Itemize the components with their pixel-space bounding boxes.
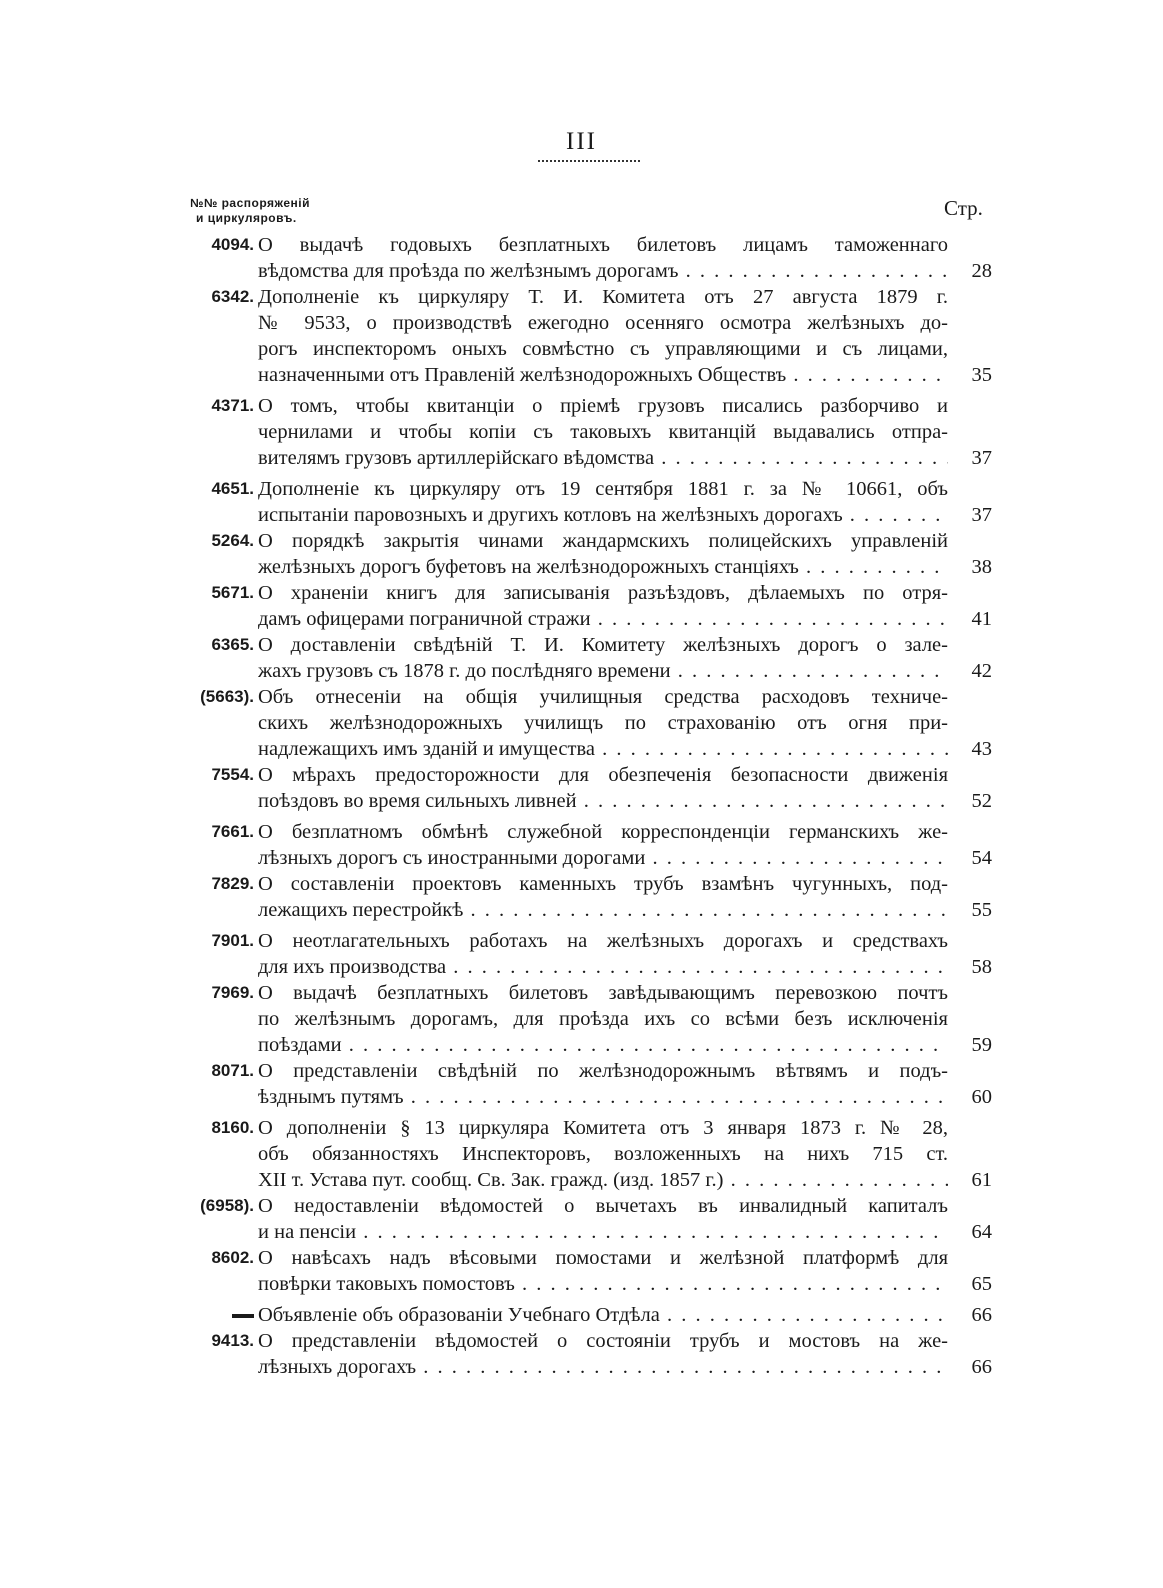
- column-header-numbers-line-2: и циркуляровъ.: [196, 211, 297, 225]
- toc-entry-line: [0, 232, 1163, 258]
- toc-entry: [0, 980, 1163, 1058]
- entry-text: О составленіи проектовъ каменныхъ трубъ взамѣнъ чугунныхъ, под-: [258, 873, 948, 895]
- entry-text: ѣзднымъ путямъ . . .: [258, 1084, 948, 1110]
- entry-text: Объ отнесеніи на общія училищныя средства расходовъ техниче-: [258, 686, 948, 708]
- entry-number: 6342.: [211, 287, 254, 306]
- entry-number: 8160.: [211, 1118, 254, 1137]
- entry-dash: [232, 1314, 254, 1318]
- entry-text: О выдачѣ безплатныхъ билетовъ завѣдывающимъ перевозкою почтъ: [258, 982, 948, 1004]
- entry-text: по желѣзнымъ дорогамъ, для проѣзда ихъ со всѣми безъ исключенія: [258, 1008, 948, 1030]
- toc-entry: [0, 1328, 1163, 1380]
- toc-entry-line: [0, 1302, 1163, 1328]
- entry-number: 4371.: [211, 396, 254, 415]
- toc-entry-line: [0, 476, 1163, 502]
- page-number-rule: [538, 160, 640, 162]
- entry-page-number: 37: [971, 504, 992, 526]
- toc-entry-line: [0, 1141, 1163, 1167]
- toc-entry-line: [0, 393, 1163, 419]
- entry-text: вителямъ грузовъ артиллерійскаго вѣдомства . . .: [258, 445, 948, 471]
- entry-text: испытаніи паровозныхъ и другихъ котловъ на желѣзныхъ дорогахъ . . .: [258, 502, 948, 528]
- entry-text: XII т. Устава пут. сообщ. Св. Зак. гражд. (изд. 1857 г.) . . .: [258, 1167, 948, 1193]
- toc-entry: [0, 1058, 1163, 1110]
- entry-page-number: 28: [971, 260, 992, 282]
- toc-entry-line: [0, 845, 1163, 871]
- entry-page-number: 55: [971, 899, 992, 921]
- entry-text: повѣрки таковыхъ помостовъ . . .: [258, 1271, 948, 1297]
- toc-entry-line: [0, 1328, 1163, 1354]
- toc-entry-line: [0, 658, 1163, 684]
- entry-text: О дополненіи § 13 циркуляра Комитета отъ 3 января 1873 г. № 28,: [258, 1117, 948, 1139]
- entry-number: (5663).: [200, 687, 254, 706]
- toc-entry-line: [0, 928, 1163, 954]
- toc-entry-line: [0, 1084, 1163, 1110]
- entry-text: Объявленіе объ образованіи Учебнаго Отдѣла . . .: [258, 1302, 948, 1328]
- toc-entry-line: [0, 310, 1163, 336]
- entry-number: 4651.: [211, 479, 254, 498]
- entry-text: поѣздовъ во время сильныхъ ливней . . .: [258, 788, 948, 814]
- entry-text: О недоставленіи вѣдомостей о вычетахъ въ инвалидный капиталъ: [258, 1195, 948, 1217]
- toc-entries: [0, 232, 1163, 1380]
- entry-text: назначенными отъ Правленій желѣзнодорожныхъ Обществъ . . .: [258, 362, 948, 388]
- toc-entry-line: [0, 871, 1163, 897]
- entry-text: надлежащихъ имъ зданій и имущества . . .: [258, 736, 948, 762]
- entry-page-number: 52: [971, 790, 992, 812]
- toc-entry-line: [0, 1271, 1163, 1297]
- toc-entry-line: [0, 819, 1163, 845]
- toc-entry-line: [0, 1167, 1163, 1193]
- entry-text: О выдачѣ годовыхъ безплатныхъ билетовъ лицамъ таможеннаго: [258, 234, 948, 256]
- entry-text: скихъ желѣзнодорожныхъ училищъ по страхованію отъ огня при-: [258, 712, 948, 734]
- entry-text: Дополненіе къ циркуляру отъ 19 сентября 1881 г. за № 10661, объ: [258, 478, 948, 500]
- entry-number: 5671.: [211, 583, 254, 602]
- entry-text: лежащихъ перестройкѣ . . .: [258, 897, 948, 923]
- toc-entry-line: [0, 1058, 1163, 1084]
- entry-text: О представленіи вѣдомостей о состояніи трубъ и мостовъ на же-: [258, 1330, 948, 1352]
- toc-entry-line: [0, 606, 1163, 632]
- entry-page-number: 58: [971, 956, 992, 978]
- toc-entry-line: [0, 1032, 1163, 1058]
- entry-number: 9413.: [211, 1331, 254, 1350]
- entry-page-number: 59: [971, 1034, 992, 1056]
- entry-text: рогъ инспекторомъ оныхъ совмѣстно съ управляющими и съ лицами,: [258, 338, 948, 360]
- toc-entry-line: [0, 736, 1163, 762]
- toc-entry-line: [0, 788, 1163, 814]
- entry-page-number: 37: [971, 447, 992, 469]
- toc-entry: [0, 762, 1163, 814]
- toc-entry-line: [0, 1193, 1163, 1219]
- entry-page-number: 42: [971, 660, 992, 682]
- toc-entry: [0, 632, 1163, 684]
- entry-page-number: 41: [971, 608, 992, 630]
- entry-text: О мѣрахъ предосторожности для обезпеченія безопасности движенія: [258, 764, 948, 786]
- toc-entry-line: [0, 1219, 1163, 1245]
- toc-entry: [0, 580, 1163, 632]
- entry-number: (6958).: [200, 1196, 254, 1215]
- toc-entry: [0, 1193, 1163, 1245]
- toc-entry-line: [0, 980, 1163, 1006]
- entry-page-number: 66: [971, 1304, 992, 1326]
- toc-entry-line: [0, 1115, 1163, 1141]
- entry-text: О неотлагательныхъ работахъ на желѣзныхъ дорогахъ и средствахъ: [258, 930, 948, 952]
- toc-entry-line: [0, 684, 1163, 710]
- entry-number: 7554.: [211, 765, 254, 784]
- toc-entry-line: [0, 502, 1163, 528]
- entry-text: О навѣсахъ надъ вѣсовыми помостами и желѣзной платформѣ для: [258, 1247, 948, 1269]
- entry-page-number: 61: [971, 1169, 992, 1191]
- entry-number: 8602.: [211, 1248, 254, 1267]
- entry-text: О храненіи книгъ для записыванія разъѣздовъ, дѣлаемыхъ по отря-: [258, 582, 948, 604]
- entry-text: О представленіи свѣдѣній по желѣзнодорожнымъ вѣтвямъ и подъ-: [258, 1060, 948, 1082]
- entry-text: № 9533, о производствѣ ежегодно осенняго осмотра желѣзныхъ до-: [258, 312, 948, 334]
- entry-number: 7901.: [211, 931, 254, 950]
- entry-text: О томъ, чтобы квитанціи о пріемѣ грузовъ писались разборчиво и: [258, 395, 948, 417]
- entry-page-number: 43: [971, 738, 992, 760]
- toc-entry-line: [0, 580, 1163, 606]
- toc-entry-line: [0, 897, 1163, 923]
- toc-entry-line: [0, 528, 1163, 554]
- column-header-page: Стр.: [944, 196, 983, 220]
- entry-text: лѣзныхъ дорогахъ . . .: [258, 1354, 948, 1380]
- page-number: III: [566, 128, 597, 155]
- toc-entry-line: [0, 336, 1163, 362]
- toc-entry: [0, 928, 1163, 980]
- toc-entry: [0, 528, 1163, 580]
- toc-entry: [0, 1245, 1163, 1297]
- toc-entry: [0, 232, 1163, 284]
- toc-entry: [0, 1115, 1163, 1193]
- toc-entry-line: [0, 1354, 1163, 1380]
- column-header-numbers-line-1: №№ распоряженій: [190, 196, 310, 210]
- toc-entry-line: [0, 284, 1163, 310]
- entry-text: О порядкѣ закрытія чинами жандармскихъ полицейскихъ управленій: [258, 530, 948, 552]
- toc-entry-line: [0, 419, 1163, 445]
- toc-entry-line: [0, 762, 1163, 788]
- entry-text: объ обязанностяхъ Инспекторовъ, возложенныхъ на нихъ 715 ст.: [258, 1143, 948, 1165]
- entry-text: Дополненіе къ циркуляру Т. И. Комитета отъ 27 августа 1879 г.: [258, 286, 948, 308]
- entry-number: 5264.: [211, 531, 254, 550]
- toc-entry: [0, 284, 1163, 388]
- entry-text: О доставленіи свѣдѣній Т. И. Комитету желѣзныхъ дорогъ о зале-: [258, 634, 948, 656]
- entry-page-number: 35: [971, 364, 992, 386]
- entry-page-number: 38: [971, 556, 992, 578]
- entry-number: 7661.: [211, 822, 254, 841]
- entry-text: дамъ офицерами пограничной стражи . . .: [258, 606, 948, 632]
- toc-entry-line: [0, 445, 1163, 471]
- toc-entry: [0, 684, 1163, 762]
- toc-entry-line: [0, 954, 1163, 980]
- toc-entry: [0, 871, 1163, 923]
- toc-entry: [0, 476, 1163, 528]
- entry-page-number: 65: [971, 1273, 992, 1295]
- entry-text: поѣздами . . .: [258, 1032, 948, 1058]
- entry-page-number: 60: [971, 1086, 992, 1108]
- toc-entry: [0, 819, 1163, 871]
- entry-text: чернилами и чтобы копіи съ таковыхъ квитанцій выдавались отпра-: [258, 421, 948, 443]
- toc-entry-line: [0, 554, 1163, 580]
- entry-text: жахъ грузовъ съ 1878 г. до послѣдняго времени . . .: [258, 658, 948, 684]
- toc-entry: [0, 393, 1163, 471]
- entry-page-number: 64: [971, 1221, 992, 1243]
- entry-number: 6365.: [211, 635, 254, 654]
- entry-page-number: 54: [971, 847, 992, 869]
- toc-entry-line: [0, 632, 1163, 658]
- entry-text: лѣзныхъ дорогъ съ иностранными дорогами . . .: [258, 845, 948, 871]
- toc-entry-line: [0, 258, 1163, 284]
- column-header-numbers: [190, 196, 310, 226]
- entry-number: 4094.: [211, 235, 254, 254]
- toc-entry-line: [0, 362, 1163, 388]
- entry-page-number: 66: [971, 1356, 992, 1378]
- entry-number: 7969.: [211, 983, 254, 1002]
- toc-entry-line: [0, 1006, 1163, 1032]
- toc-entry-line: [0, 1245, 1163, 1271]
- toc-entry: [0, 1302, 1163, 1328]
- entry-number: 7829.: [211, 874, 254, 893]
- entry-text: желѣзныхъ дорогъ буфетовъ на желѣзнодорожныхъ станціяхъ . . .: [258, 554, 948, 580]
- entry-text: вѣдомства для проѣзда по желѣзнымъ дорогамъ . . .: [258, 258, 948, 284]
- entry-text: О безплатномъ обмѣнѣ служебной корреспонденціи германскихъ же-: [258, 821, 948, 843]
- entry-text: и на пенсіи . . .: [258, 1219, 948, 1245]
- toc-entry-line: [0, 710, 1163, 736]
- entry-number: 8071.: [211, 1061, 254, 1080]
- entry-text: для ихъ производства . . .: [258, 954, 948, 980]
